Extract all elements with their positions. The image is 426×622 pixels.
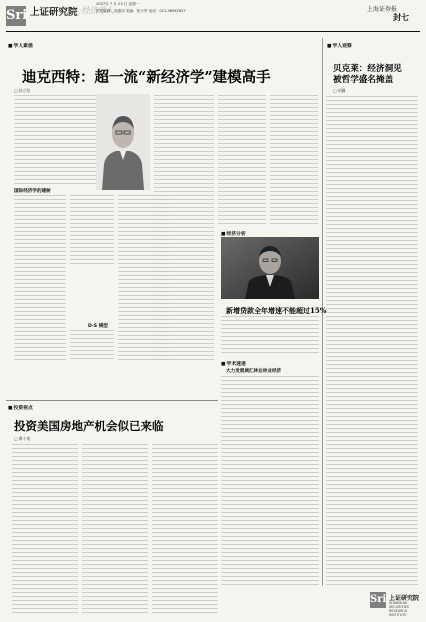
byline-dixit: □ 孙立坚 (14, 88, 31, 93)
subhead-ds-model: D-S 模型 (88, 324, 108, 329)
article-text (12, 444, 78, 616)
section-tag-academic: ■ 学术速递 (221, 360, 246, 367)
headline-loans: 新增贷款全年增速不能超过15% (226, 306, 327, 315)
article-text (221, 316, 319, 356)
sri-logo: Sri (6, 6, 26, 26)
masthead (0, 0, 426, 34)
portrait-photo (96, 94, 150, 190)
article-text (154, 95, 214, 360)
article-text (82, 444, 148, 616)
article-text (70, 330, 114, 360)
speaker-photo (221, 237, 319, 299)
article-text (152, 444, 218, 616)
paper-name: 上海证券报 (367, 6, 398, 13)
article-text (270, 95, 318, 225)
editor-credits: 责任编辑：周惠岗 美编：张小军 电话：021-38967827 (96, 9, 186, 13)
headline-dixit: 迪克西特：超一流“新经济学”建模高手 (22, 69, 271, 86)
footer-logo-sub: SHANGHAI SECURITIES RESEARCH INSTITUTE (389, 601, 409, 617)
footer-logo (370, 592, 422, 616)
subhead-international: 国际经济学的建树 (14, 189, 51, 194)
article-text (14, 195, 66, 360)
section-rule (6, 400, 218, 401)
article-text (326, 96, 418, 586)
article-text (221, 376, 319, 586)
footer-logo-mark: Sri (370, 592, 386, 608)
column-subtitle: ·经济学人 (80, 6, 115, 15)
byline-real-estate: □ 廖十南 (14, 436, 31, 441)
byline-berkeley: □ 胡骥 (333, 88, 346, 93)
headline-berkeley: 贝克莱：经济洞见被哲学盛名掩盖 (333, 64, 402, 85)
section-tag-analysis: ■ 经济分析 (221, 230, 246, 237)
headline-real-estate: 投资美国房地产机会似已来临 (14, 419, 164, 433)
article-text (70, 195, 114, 265)
section-tag-observe: ■ 学人观察 (327, 42, 352, 49)
section-tag-portrait: ■ 学人素描 (8, 42, 33, 49)
masthead-rule (6, 31, 420, 32)
article-text (218, 95, 266, 225)
article-text (14, 95, 96, 185)
column-name: 上证研究院 (30, 7, 78, 18)
section-tag-invest: ■ 投资视点 (8, 404, 33, 411)
subhead-forestry: 大力发展城汇林业林业经济 (226, 369, 282, 374)
page-number: 封七 (393, 12, 409, 22)
footer-logo-name: 上证研究院 (389, 595, 420, 602)
dateline: 2007年 7 月 23 日 星期一 (96, 2, 140, 6)
